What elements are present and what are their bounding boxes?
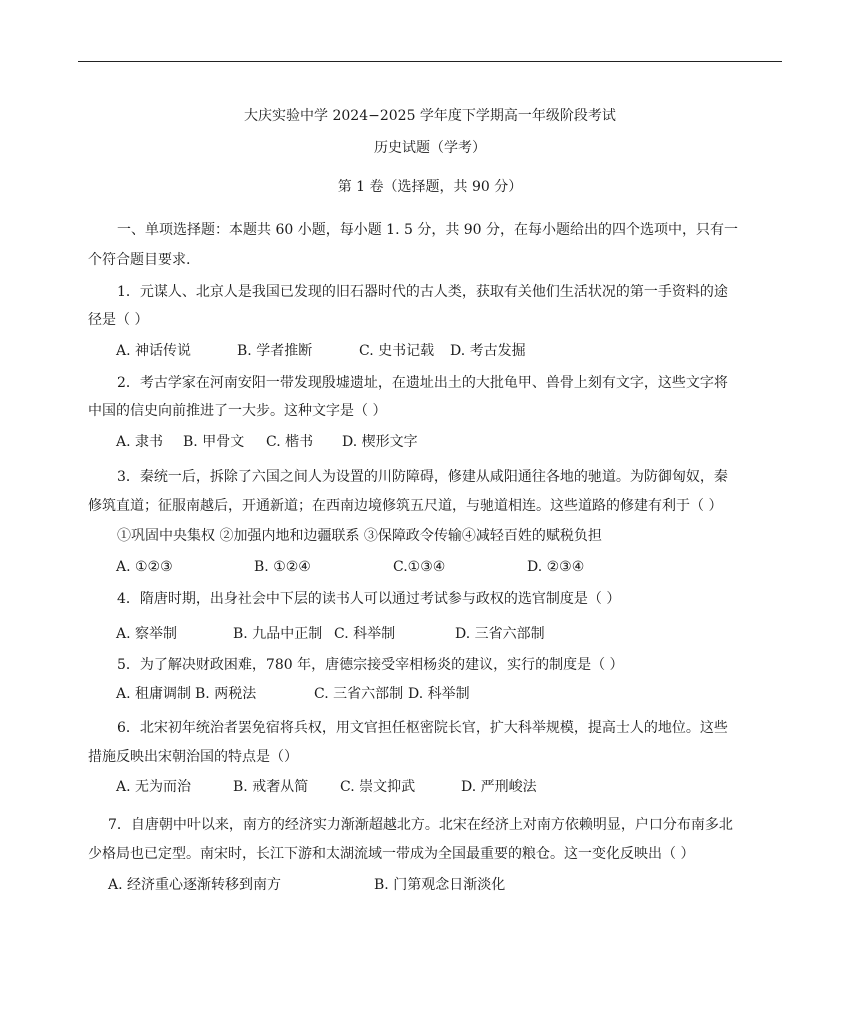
question-text: 3．秦统一后，拆除了六国之间人为设置的川防障碍，修建从咸阳通往各地的驰道。为防御匈奴，秦	[117, 469, 728, 485]
option-c: C.①③④	[393, 559, 446, 575]
option-a: A. 租庸调制	[116, 686, 192, 702]
question-text: 7．自唐朝中叶以来，南方的经济实力渐渐超越北方。北宋在经济上对南方依赖明显，户口分布南多北	[108, 817, 733, 833]
question-text: 1．元谋人、北京人是我国已发现的旧石器时代的古人类，获取有关他们生活状况的第一手资料的途	[117, 284, 728, 300]
question-text: 少格局也已定型。南宋时，长江下游和太湖流域一带成为全国最重要的粮仓。这一变化反映出（ ）	[88, 846, 695, 862]
instructions-line-1: 一、单项选择题：本题共 60 小题，每小题 1. 5 分，共 90 分，在每小题给出的四个选项中，只有一	[117, 222, 739, 238]
header-rule	[78, 61, 782, 62]
option-b: B. 甲骨文	[183, 434, 245, 450]
option-b: B. ①②④	[254, 559, 311, 575]
exam-title: 大庆实验中学 2024−2025 学年度下学期高一年级阶段考试	[244, 108, 616, 124]
exam-subtitle: 历史试题（学考）	[374, 140, 486, 156]
option-c: C. 楷书	[266, 434, 314, 450]
option-d: D. 科举制	[408, 686, 470, 702]
option-c: C. 科举制	[334, 626, 396, 642]
option-d: D. 楔形文字	[342, 434, 418, 450]
option-a: A. 察举制	[116, 626, 178, 642]
question-text: 径是（ ）	[88, 312, 149, 328]
question-text: 6．北宋初年统治者罢免宿将兵权，用文官担任枢密院长官，扩大科举规模，提高士人的地位。这些	[117, 720, 728, 736]
option-a: A. 隶书	[116, 434, 164, 450]
question-text: 中国的信史向前推进了一大步。这种文字是（ ）	[88, 403, 387, 419]
option-a: A. ①②③	[116, 559, 173, 575]
option-c: C. 三省六部制	[314, 686, 404, 702]
question-text: 措施反映出宋朝治国的特点是（）	[88, 749, 298, 765]
question-text: 4．隋唐时期，出身社会中下层的读书人可以通过考试参与政权的选官制度是（ ）	[117, 591, 621, 607]
question-text: 2．考古学家在河南安阳一带发现殷墟遗址，在遗址出土的大批龟甲、兽骨上刻有文字，这些文字将	[117, 375, 728, 391]
option-d: D. 三省六部制	[455, 626, 545, 642]
instructions-line-2: 个符合题目要求.	[88, 252, 191, 268]
option-d: D. 考古发掘	[450, 343, 526, 359]
option-d: D. ②③④	[527, 559, 585, 575]
option-b: B. 九品中正制	[233, 626, 323, 642]
question-statements: ①巩固中央集权 ②加强内地和边疆联系 ③保障政令传输④减轻百姓的赋税负担	[117, 528, 602, 544]
option-b: B. 门第观念日渐淡化	[374, 877, 506, 893]
option-a: A. 神话传说	[116, 343, 192, 359]
option-b: B. 两税法	[195, 686, 257, 702]
option-a: A. 经济重心逐渐转移到南方	[108, 877, 282, 893]
option-c: C. 崇文抑武	[340, 779, 416, 795]
option-b: B. 学者推断	[237, 343, 313, 359]
volume-heading: 第 1 卷（选择题，共 90 分）	[337, 179, 523, 195]
option-d: D. 严刑峻法	[461, 779, 537, 795]
option-c: C. 史书记载	[359, 343, 435, 359]
question-text: 5．为了解决财政困难，780 年，唐德宗接受宰相杨炎的建议，实行的制度是（ ）	[117, 657, 624, 673]
question-text: 修筑直道；征服南越后，开通新道；在西南边境修筑五尺道，与驰道相连。这些道路的修建有利于（ ）	[88, 498, 723, 514]
option-b: B. 戒奢从简	[233, 779, 309, 795]
option-a: A. 无为而治	[116, 779, 192, 795]
